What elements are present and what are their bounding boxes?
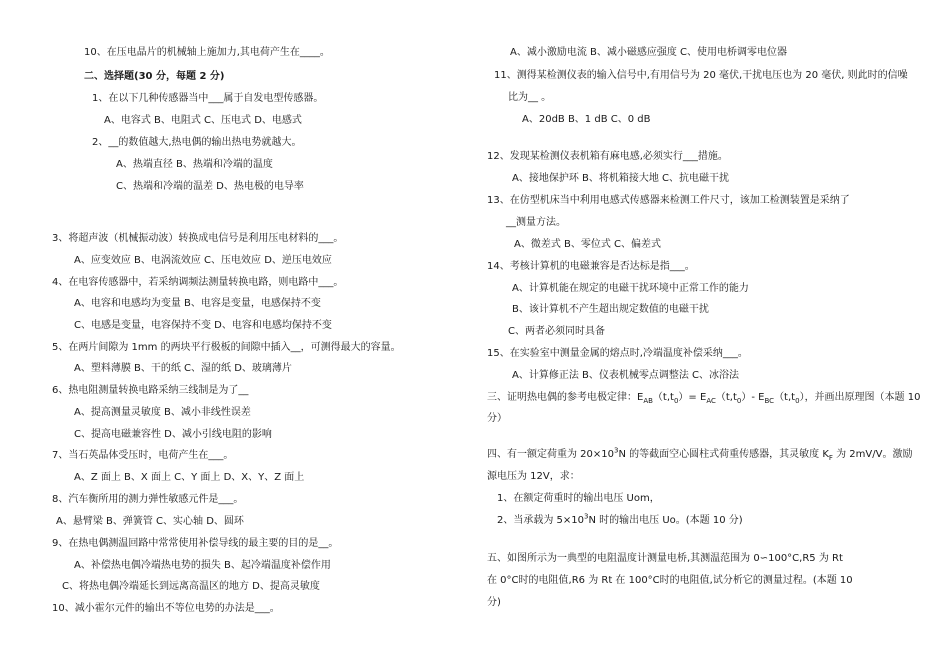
question-4-options-cd: C、电感是变量，电容保持不变 D、电容和电感均保持不变 <box>74 320 332 331</box>
question-5-options: A、塑料薄膜 B、干的纸 C、湿的纸 D、玻璃薄片 <box>74 363 292 374</box>
section-2-title: 二、选择题(30 分，每题 2 分) <box>84 71 225 82</box>
question-4-options-ab: A、电容和电感均为变量 B、电容是变量，电感保持不变 <box>74 298 321 309</box>
section-4-line-1-b: N 的等截面空心圆柱式荷重传感器，其灵敏度 K <box>618 449 829 460</box>
question-5: 5、在两片间隙为 1mm 的两块平行极板的间隙中插入__，可测得最大的容量。 <box>52 342 401 353</box>
question-9-options-cd: C、将热电偶冷端延长到远离高温区的地方 D、提高灵敏度 <box>62 581 320 592</box>
question-10-options: A、减小激励电流 B、减小磁感应强度 C、使用电桥调零电位器 <box>510 47 788 58</box>
question-6: 6、热电阻测量转换电路采纳三线制是为了__ <box>52 385 249 396</box>
question-14-option-a: A、计算机能在规定的电磁干扰环境中正常工作的能力 <box>512 283 749 294</box>
section-3-tail-2: 分） <box>487 413 507 424</box>
section-3-intro: 三、证明热电偶的参考电极定律：E <box>487 392 644 403</box>
question-9: 9、在热电偶测温回路中常常使用补偿导线的最主要的目的是__。 <box>52 538 339 549</box>
question-8-options: A、悬臂梁 B、弹簧管 C、实心轴 D、圆环 <box>56 516 244 527</box>
section-4-line-1: 四、有一额定荷重为 $20\times 10^3N$ 的等截面空心圆柱式荷重传感器，其灵敏度 $K_F$ 为 2mV/V。激励 <box>487 446 913 462</box>
question-4: 4、在电容传感器中，若采纳调频法测量转换电路，则电路中___。 <box>52 277 344 288</box>
question-11: 11、测得某检测仪表的输入信号中,有用信号为 20 毫伏,干扰电压也为 20 毫伏, 则此时的信噪 <box>494 70 908 81</box>
question-15: 15、在实验室中测量金属的熔点时,冷端温度补偿采纳___。 <box>487 348 748 359</box>
section-4-question-2-a: 2、当承载为 5×10 <box>497 515 585 526</box>
section-4-line-1-a: 四、有一额定荷重为 20×10 <box>487 449 615 460</box>
question-1: 1、在以下几种传感器当中___属于自发电型传感器。 <box>92 93 324 104</box>
question-3-options: A、应变效应 B、电涡流效应 C、压电效应 D、逆压电效应 <box>74 255 332 266</box>
section-5-line-2: 在 0°C时的电阻值,R6 为 Rt 在 100°C时的电阻值,试分析它的测量过程。(本题 10 <box>487 575 853 586</box>
question-1-options: A、电容式 B、电阻式 C、压电式 D、电感式 <box>104 115 302 126</box>
question-6-options-cd: C、提高电磁兼容性 D、减小引线电阻的影响 <box>74 429 272 440</box>
section-3-statement: 三、证明热电偶的参考电极定律：$E_{AB}(t,t_0)= E_{AC}(t,t_0)-$ $E_{BC}(t,t_0)$，并画出原理图（本题 10 <box>487 392 921 405</box>
section-3-tail: ，并画出原理图（本题 10 <box>804 392 921 403</box>
question-2: 2、__的数值越大,热电偶的输出热电势就越大。 <box>92 137 302 148</box>
question-9-options-ab: A、补偿热电偶冷端热电势的损失 B、起冷端温度补偿作用 <box>74 560 331 571</box>
question-2-options-cd: C、热端和冷端的温差 D、热电极的电导率 <box>116 181 304 192</box>
question-10-fill: 10、在压电晶片的机械轴上施加力,其电荷产生在____。 <box>84 47 330 58</box>
question-2-options-ab: A、热端直径 B、热端和冷端的温度 <box>116 159 273 170</box>
section-4-question-2: 2、当承载为 $5\times 10^3N$ 时的输出电压 Uo。(本题 10 分) <box>497 512 743 526</box>
question-13-options: A、微差式 B、零位式 C、偏差式 <box>514 239 662 250</box>
question-11-options: A、20dB B、1 dB C、0 dB <box>522 114 651 125</box>
section-4-line-1-c: 为 2mV/V。激励 <box>836 449 913 460</box>
section-5-line-1: 五、如图所示为一典型的电阻温度计测量电桥,其测温范围为 0∽100°C,R5 为 Rt <box>487 553 843 564</box>
section-4-question-2-b: N 时的输出电压 Uo。(本题 10 分) <box>588 515 743 526</box>
question-12-options: A、接地保护环 B、将机箱接大地 C、抗电磁干扰 <box>512 173 730 184</box>
section-5-line-3: 分) <box>487 597 501 608</box>
question-3: 3、将超声波（机械振动波）转换成电信号是利用压电材料的___。 <box>52 233 344 244</box>
question-6-options-ab: A、提高测量灵敏度 B、减小非线性误差 <box>74 407 251 418</box>
question-15-options: A、计算修正法 B、仪表机械零点调整法 C、冰浴法 <box>512 370 740 381</box>
question-8: 8、汽车衡所用的测力弹性敏感元件是___。 <box>52 494 244 505</box>
question-13-cont: __测量方法。 <box>506 217 566 228</box>
question-14-option-b: B、该计算机不产生超出规定数值的电磁干扰 <box>512 304 709 315</box>
question-14: 14、考核计算机的电磁兼容是否达标是指___。 <box>487 261 695 272</box>
question-11-cont: 比为__ 。 <box>508 92 552 103</box>
section-4-line-2: 源电压为 12V，求： <box>487 471 580 482</box>
question-10: 10、减小霍尔元件的输出不等位电势的办法是___。 <box>52 603 280 614</box>
question-14-option-c: C、两者必须同时具备 <box>508 326 605 337</box>
question-7: 7、当石英晶体受压时，电荷产生在___。 <box>52 450 234 461</box>
question-13: 13、在仿型机床当中利用电感式传感器来检测工件尺寸，该加工检测装置是采纳了 <box>487 195 850 206</box>
question-12: 12、发现某检测仪表机箱有麻电感,必须实行___措施。 <box>487 151 728 162</box>
question-7-options: A、Z 面上 B、X 面上 C、Y 面上 D、X、Y、Z 面上 <box>74 472 305 483</box>
section-4-question-1: 1、在额定荷重时的输出电压 Uom， <box>497 493 660 504</box>
